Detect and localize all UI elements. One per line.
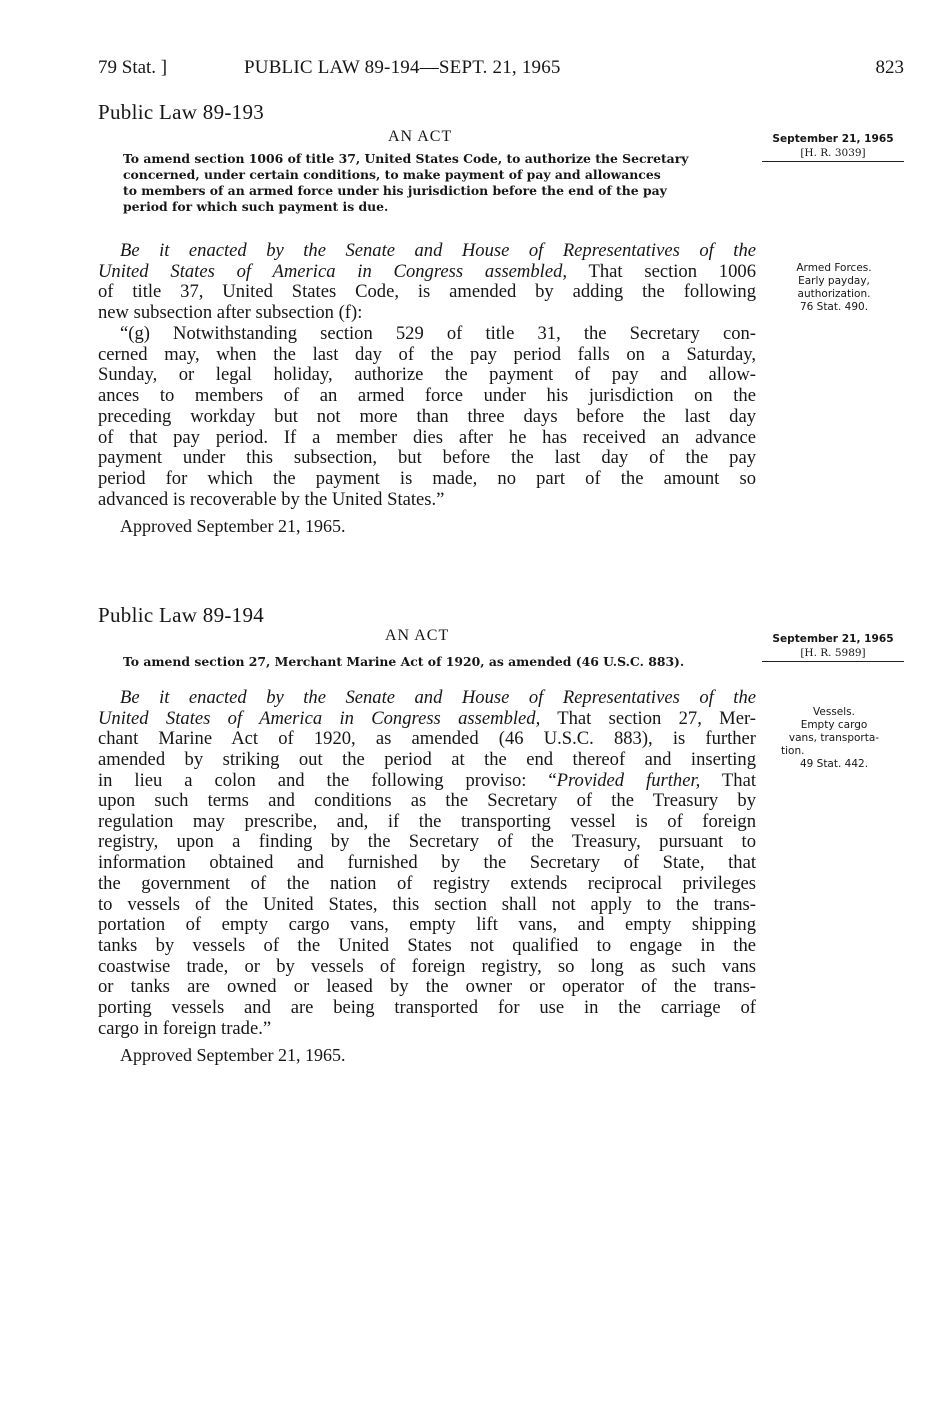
law2-purpose [123, 654, 755, 670]
law2-text-line: tanks by vessels of the United States not qualified to engage in the [98, 934, 756, 956]
law2-title: Public Law 89-194 [98, 603, 265, 627]
law1-title: Public Law 89-193 [98, 100, 265, 124]
law2-margin-note [764, 706, 904, 771]
law1-margin-line: Early payday, [798, 275, 870, 287]
page-number: 823 [875, 57, 904, 78]
volume-reference: 79 Stat. ] [98, 57, 168, 78]
law1-date: September 21, 1965 [772, 133, 894, 145]
law2-text-line: registry, upon a finding by the Secretary of the Treasury, pursuant to [98, 831, 756, 853]
law1-text-line: payment under this subsection, but before the last day of the pay [98, 447, 756, 469]
law1-date-block [762, 132, 904, 162]
law1-purpose-line: concerned, under certain conditions, to make payment of pay and allowances [123, 167, 661, 182]
law2-date-block [762, 632, 904, 662]
law2-text-line: coastwise trade, or by vessels of foreign registry, so long as such vans [98, 955, 756, 977]
law1-text-line: cerned may, when the last day of the pay period falls on a Saturday, [98, 343, 756, 365]
law1-act-label: AN ACT [388, 128, 453, 145]
law1-enact-line: of title 37, United States Code, is amended by adding the following [98, 281, 756, 303]
law1-margin-note [764, 262, 904, 314]
law1-text-line: preceding workday but not more than three days before the last day [98, 405, 756, 427]
law1-text-line: “(g) Notwithstanding section 529 of title 31, the Secretary con- [120, 323, 756, 344]
law1-bill-number: [H. R. 3039] [762, 146, 904, 162]
law2-text-line: the government of the nation of registry extends reciprocal privileges [98, 872, 756, 894]
law2-bill-number: [H. R. 5989] [762, 646, 904, 662]
law1-text-line: Sunday, or legal holiday, authorize the payment of pay and allow- [98, 364, 756, 386]
law1-text-line: advanced is recoverable by the United States.” [98, 488, 445, 510]
law1-enacting-clause [98, 241, 756, 324]
law1-text-line: of that pay period. If a member dies after he has received an advance [98, 426, 756, 448]
law1-margin-line: authorization. [797, 288, 871, 300]
law2-text-line: regulation may prescribe, and, if the transporting vessel is of foreign [98, 810, 756, 832]
law2-approved: Approved September 21, 1965. [120, 1045, 346, 1065]
law2-text-line: cargo in foreign trade.” [98, 1017, 272, 1039]
law2-act-label: AN ACT [385, 627, 450, 644]
law2-text-line: upon such terms and conditions as the Secretary of the Treasury by [98, 790, 756, 811]
law1-purpose [123, 151, 755, 215]
law1-purpose-line: to members of an armed force under his jurisdiction before the end of the pay [123, 183, 667, 198]
law2-margin-line: Vessels. [813, 706, 855, 718]
law2-enacting-clause [98, 688, 756, 792]
law1-enact-line: new subsection after subsection (f): [98, 302, 363, 324]
law2-text-line: portation of empty cargo vans, empty lift vans, and empty shipping [98, 914, 756, 936]
law2-enact-line: amended by striking out the period at the end thereof and inserting [98, 749, 756, 771]
running-header [98, 57, 904, 81]
law2-text-line: or tanks are owned or leased by the owner or operator of the trans- [98, 976, 756, 998]
law2-enact-line: in lieu a colon and the following proviso: “Provided further, That [98, 769, 756, 791]
law2-margin-line: 49 Stat. 442. [799, 758, 869, 770]
law1-approved: Approved September 21, 1965. [120, 516, 346, 536]
law1-margin-line: Armed Forces. [796, 262, 872, 274]
law2-enact-line: chant Marine Act of 1920, as amended (46 U.S.C. 883), is further [98, 728, 756, 750]
law2-text-line: information obtained and furnished by the Secretary of State, that [98, 852, 756, 874]
running-title: PUBLIC LAW 89-194—SEPT. 21, 1965 [244, 57, 561, 78]
law2-enact-line: Be it enacted by the Senate and House of Representatives of the [120, 687, 756, 708]
law1-enact-line: Be it enacted by the Senate and House of Representatives of the [120, 240, 756, 261]
law2-enact-line: United States of America in Congress assembled, That section 27, Mer- [98, 707, 756, 729]
law2-margin-line: Empty cargo [800, 719, 868, 731]
law2-purpose-line: To amend section 27, Merchant Marine Act of 1920, as amended (46 U.S.C. 883). [123, 654, 685, 669]
law2-proviso [98, 791, 756, 1039]
law1-margin-line: 76 Stat. 490. [799, 301, 869, 313]
law2-text-line: to vessels of the United States, this section shall not apply to the trans- [98, 893, 756, 915]
law1-purpose-line: period for which such payment is due. [123, 199, 389, 214]
law2-date: September 21, 1965 [772, 633, 894, 645]
law2-text-line: porting vessels and are being transported for use in the carriage of [98, 997, 756, 1019]
law2-margin-line: tion. [781, 745, 805, 757]
law1-purpose-line: To amend section 1006 of title 37, United States Code, to authorize the Secretary [123, 151, 689, 166]
law1-text-line: period for which the payment is made, no part of the amount so [98, 467, 756, 489]
law1-subsection-g [98, 324, 756, 510]
law1-text-line: ances to members of an armed force under his jurisdiction on the [98, 385, 756, 407]
law2-margin-line: vans, transporta- [788, 732, 880, 744]
law1-enact-line: United States of America in Congress assembled, That section 1006 [98, 260, 756, 282]
